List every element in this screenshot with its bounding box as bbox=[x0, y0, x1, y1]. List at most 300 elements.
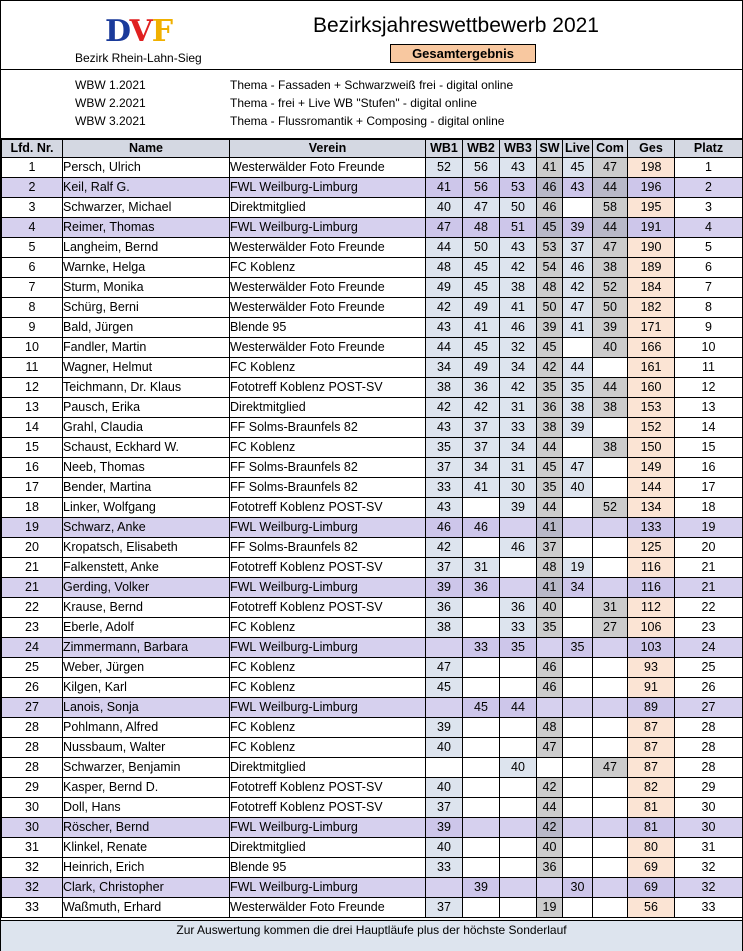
cell-live: 37 bbox=[563, 238, 593, 258]
cell-nr: 28 bbox=[2, 758, 63, 778]
cell-wb3 bbox=[500, 658, 537, 678]
cell-wb1: 44 bbox=[426, 338, 463, 358]
table-row bbox=[2, 398, 743, 418]
cell-com bbox=[593, 778, 628, 798]
table-row bbox=[2, 778, 743, 798]
cell-nr: 13 bbox=[2, 398, 63, 418]
page-title: Bezirksjahreswettbewerb 2021 bbox=[313, 14, 599, 37]
cell-wb2 bbox=[463, 738, 500, 758]
cell-name: Reimer, Thomas bbox=[63, 218, 230, 238]
cell-wb2: 47 bbox=[463, 198, 500, 218]
cell-ges: 150 bbox=[628, 438, 675, 458]
cell-wb1: 48 bbox=[426, 258, 463, 278]
cell-nr: 21 bbox=[2, 578, 63, 598]
cell-sw: 39 bbox=[537, 318, 563, 338]
cell-live: 47 bbox=[563, 298, 593, 318]
table-row bbox=[2, 458, 743, 478]
cell-live: 39 bbox=[563, 218, 593, 238]
cell-sw: 44 bbox=[537, 798, 563, 818]
cell-wb1: 49 bbox=[426, 278, 463, 298]
cell-name: Klinkel, Renate bbox=[63, 838, 230, 858]
cell-name: Pausch, Erika bbox=[63, 398, 230, 418]
cell-name: Warnke, Helga bbox=[63, 258, 230, 278]
cell-ges: 91 bbox=[628, 678, 675, 698]
theme-row bbox=[1, 114, 742, 132]
cell-platz: 30 bbox=[675, 798, 743, 818]
cell-wb3 bbox=[500, 878, 537, 898]
header bbox=[1, 1, 742, 70]
cell-verein: FWL Weilburg-Limburg bbox=[230, 218, 426, 238]
theme-row bbox=[1, 78, 742, 96]
cell-ges: 106 bbox=[628, 618, 675, 638]
cell-ges: 87 bbox=[628, 718, 675, 738]
cell-com bbox=[593, 538, 628, 558]
cell-ges: 87 bbox=[628, 738, 675, 758]
cell-verein: Blende 95 bbox=[230, 858, 426, 878]
cell-com bbox=[593, 898, 628, 918]
table-row bbox=[2, 798, 743, 818]
col-header-name: Name bbox=[63, 140, 230, 158]
cell-live bbox=[563, 698, 593, 718]
cell-wb2: 36 bbox=[463, 578, 500, 598]
col-header-com: Com bbox=[593, 140, 628, 158]
cell-ges: 153 bbox=[628, 398, 675, 418]
cell-verein: Direktmitglied bbox=[230, 398, 426, 418]
cell-live: 41 bbox=[563, 318, 593, 338]
cell-wb2: 42 bbox=[463, 398, 500, 418]
cell-live: 34 bbox=[563, 578, 593, 598]
table-row bbox=[2, 258, 743, 278]
cell-name: Langheim, Bernd bbox=[63, 238, 230, 258]
cell-name: Sturm, Monika bbox=[63, 278, 230, 298]
cell-sw: 35 bbox=[537, 378, 563, 398]
table-row bbox=[2, 478, 743, 498]
cell-name: Teichmann, Dr. Klaus bbox=[63, 378, 230, 398]
table-row bbox=[2, 658, 743, 678]
cell-wb3: 50 bbox=[500, 198, 537, 218]
cell-nr: 10 bbox=[2, 338, 63, 358]
table-row bbox=[2, 378, 743, 398]
cell-name: Pohlmann, Alfred bbox=[63, 718, 230, 738]
cell-ges: 160 bbox=[628, 378, 675, 398]
cell-platz: 30 bbox=[675, 818, 743, 838]
cell-live bbox=[563, 438, 593, 458]
cell-wb3: 42 bbox=[500, 378, 537, 398]
cell-ges: 144 bbox=[628, 478, 675, 498]
cell-verein: FF Solms-Braunfels 82 bbox=[230, 538, 426, 558]
cell-ges: 184 bbox=[628, 278, 675, 298]
cell-com: 39 bbox=[593, 318, 628, 338]
cell-nr: 1 bbox=[2, 158, 63, 178]
col-header-verein: Verein bbox=[230, 140, 426, 158]
cell-wb2: 37 bbox=[463, 438, 500, 458]
table-row bbox=[2, 158, 743, 178]
cell-verein: FC Koblenz bbox=[230, 618, 426, 638]
cell-wb1: 34 bbox=[426, 358, 463, 378]
cell-name: Linker, Wolfgang bbox=[63, 498, 230, 518]
cell-sw: 38 bbox=[537, 418, 563, 438]
cell-com: 38 bbox=[593, 438, 628, 458]
table-row bbox=[2, 638, 743, 658]
cell-sw: 48 bbox=[537, 278, 563, 298]
cell-ges: 152 bbox=[628, 418, 675, 438]
cell-nr: 29 bbox=[2, 778, 63, 798]
cell-platz: 22 bbox=[675, 598, 743, 618]
cell-sw: 36 bbox=[537, 398, 563, 418]
cell-live: 19 bbox=[563, 558, 593, 578]
cell-wb3: 53 bbox=[500, 178, 537, 198]
cell-live: 44 bbox=[563, 358, 593, 378]
cell-name: Bender, Martina bbox=[63, 478, 230, 498]
cell-live bbox=[563, 518, 593, 538]
cell-com bbox=[593, 678, 628, 698]
subtitle-badge: Gesamtergebnis bbox=[390, 44, 536, 63]
cell-wb1: 39 bbox=[426, 578, 463, 598]
cell-ges: 116 bbox=[628, 578, 675, 598]
cell-com: 31 bbox=[593, 598, 628, 618]
cell-com: 47 bbox=[593, 158, 628, 178]
cell-live bbox=[563, 778, 593, 798]
cell-verein: Westerwälder Foto Freunde bbox=[230, 338, 426, 358]
cell-ges: 190 bbox=[628, 238, 675, 258]
cell-nr: 24 bbox=[2, 638, 63, 658]
cell-verein: FWL Weilburg-Limburg bbox=[230, 518, 426, 538]
cell-nr: 19 bbox=[2, 518, 63, 538]
table-row bbox=[2, 318, 743, 338]
cell-nr: 7 bbox=[2, 278, 63, 298]
cell-ges: 81 bbox=[628, 818, 675, 838]
cell-sw: 46 bbox=[537, 178, 563, 198]
cell-com bbox=[593, 558, 628, 578]
cell-platz: 17 bbox=[675, 478, 743, 498]
cell-wb2: 31 bbox=[463, 558, 500, 578]
cell-wb2 bbox=[463, 598, 500, 618]
cell-live: 47 bbox=[563, 458, 593, 478]
cell-wb1: 47 bbox=[426, 218, 463, 238]
cell-live: 30 bbox=[563, 878, 593, 898]
col-header-nr: Lfd. Nr. bbox=[2, 140, 63, 158]
cell-com: 47 bbox=[593, 758, 628, 778]
cell-live bbox=[563, 758, 593, 778]
cell-wb3: 51 bbox=[500, 218, 537, 238]
cell-name: Krause, Bernd bbox=[63, 598, 230, 618]
cell-platz: 11 bbox=[675, 358, 743, 378]
cell-wb2 bbox=[463, 838, 500, 858]
cell-nr: 20 bbox=[2, 538, 63, 558]
cell-wb3: 32 bbox=[500, 338, 537, 358]
cell-sw: 46 bbox=[537, 678, 563, 698]
cell-ges: 171 bbox=[628, 318, 675, 338]
cell-name: Bald, Jürgen bbox=[63, 318, 230, 338]
cell-name: Zimmermann, Barbara bbox=[63, 638, 230, 658]
cell-platz: 26 bbox=[675, 678, 743, 698]
cell-platz: 5 bbox=[675, 238, 743, 258]
cell-ges: 116 bbox=[628, 558, 675, 578]
cell-nr: 17 bbox=[2, 478, 63, 498]
cell-sw: 45 bbox=[537, 338, 563, 358]
cell-wb2: 45 bbox=[463, 338, 500, 358]
cell-nr: 12 bbox=[2, 378, 63, 398]
cell-ges: 191 bbox=[628, 218, 675, 238]
cell-wb3: 44 bbox=[500, 698, 537, 718]
cell-wb3: 31 bbox=[500, 398, 537, 418]
cell-com bbox=[593, 658, 628, 678]
table-row bbox=[2, 178, 743, 198]
cell-ges: 182 bbox=[628, 298, 675, 318]
cell-wb3 bbox=[500, 518, 537, 538]
table-row bbox=[2, 218, 743, 238]
cell-sw bbox=[537, 698, 563, 718]
cell-verein: Fototreff Koblenz POST-SV bbox=[230, 378, 426, 398]
cell-sw: 41 bbox=[537, 578, 563, 598]
cell-wb3: 38 bbox=[500, 278, 537, 298]
cell-verein: FC Koblenz bbox=[230, 438, 426, 458]
col-header-wb2: WB2 bbox=[463, 140, 500, 158]
cell-nr: 6 bbox=[2, 258, 63, 278]
cell-nr: 22 bbox=[2, 598, 63, 618]
cell-wb3 bbox=[500, 898, 537, 918]
cell-verein: FF Solms-Braunfels 82 bbox=[230, 418, 426, 438]
cell-ges: 80 bbox=[628, 838, 675, 858]
cell-nr: 14 bbox=[2, 418, 63, 438]
cell-ges: 196 bbox=[628, 178, 675, 198]
table-row bbox=[2, 678, 743, 698]
footer-note: Zur Auswertung kommen die drei Hauptläufe plus der höchste Sonderlauf bbox=[1, 920, 742, 951]
table-row bbox=[2, 578, 743, 598]
cell-nr: 15 bbox=[2, 438, 63, 458]
cell-platz: 25 bbox=[675, 658, 743, 678]
cell-com: 38 bbox=[593, 258, 628, 278]
cell-wb2: 37 bbox=[463, 418, 500, 438]
cell-nr: 2 bbox=[2, 178, 63, 198]
cell-ges: 93 bbox=[628, 658, 675, 678]
cell-verein: Westerwälder Foto Freunde bbox=[230, 278, 426, 298]
cell-wb1: 46 bbox=[426, 518, 463, 538]
cell-wb1: 35 bbox=[426, 438, 463, 458]
cell-wb1: 40 bbox=[426, 198, 463, 218]
cell-verein: Direktmitglied bbox=[230, 758, 426, 778]
cell-com bbox=[593, 418, 628, 438]
theme-wbw: WBW 2.2021 bbox=[75, 96, 146, 110]
cell-wb1: 40 bbox=[426, 838, 463, 858]
cell-sw: 37 bbox=[537, 538, 563, 558]
cell-wb1: 37 bbox=[426, 558, 463, 578]
cell-platz: 21 bbox=[675, 558, 743, 578]
cell-verein: FWL Weilburg-Limburg bbox=[230, 638, 426, 658]
cell-ges: 81 bbox=[628, 798, 675, 818]
cell-nr: 8 bbox=[2, 298, 63, 318]
cell-wb3 bbox=[500, 778, 537, 798]
cell-wb2: 36 bbox=[463, 378, 500, 398]
cell-name: Röscher, Bernd bbox=[63, 818, 230, 838]
cell-verein: Direktmitglied bbox=[230, 838, 426, 858]
cell-platz: 3 bbox=[675, 198, 743, 218]
cell-wb2: 50 bbox=[463, 238, 500, 258]
cell-wb3 bbox=[500, 578, 537, 598]
cell-wb2: 39 bbox=[463, 878, 500, 898]
cell-wb3 bbox=[500, 718, 537, 738]
cell-wb2 bbox=[463, 658, 500, 678]
cell-platz: 14 bbox=[675, 418, 743, 438]
cell-sw: 46 bbox=[537, 198, 563, 218]
cell-verein: FWL Weilburg-Limburg bbox=[230, 578, 426, 598]
cell-sw: 53 bbox=[537, 238, 563, 258]
table-row bbox=[2, 358, 743, 378]
cell-sw bbox=[537, 878, 563, 898]
cell-name: Fandler, Martin bbox=[63, 338, 230, 358]
cell-nr: 33 bbox=[2, 898, 63, 918]
cell-name: Kropatsch, Elisabeth bbox=[63, 538, 230, 558]
cell-wb3 bbox=[500, 678, 537, 698]
cell-com: 44 bbox=[593, 218, 628, 238]
cell-wb2: 45 bbox=[463, 698, 500, 718]
cell-com bbox=[593, 738, 628, 758]
cell-verein: Westerwälder Foto Freunde bbox=[230, 158, 426, 178]
cell-wb1: 42 bbox=[426, 398, 463, 418]
cell-wb2 bbox=[463, 538, 500, 558]
cell-live bbox=[563, 898, 593, 918]
cell-wb1: 43 bbox=[426, 418, 463, 438]
cell-com: 44 bbox=[593, 178, 628, 198]
cell-live bbox=[563, 818, 593, 838]
cell-wb3: 43 bbox=[500, 238, 537, 258]
cell-platz: 21 bbox=[675, 578, 743, 598]
cell-nr: 9 bbox=[2, 318, 63, 338]
cell-wb1: 40 bbox=[426, 778, 463, 798]
cell-ges: 82 bbox=[628, 778, 675, 798]
cell-ges: 133 bbox=[628, 518, 675, 538]
cell-wb2: 48 bbox=[463, 218, 500, 238]
table-row bbox=[2, 498, 743, 518]
cell-com bbox=[593, 798, 628, 818]
cell-com bbox=[593, 478, 628, 498]
table-row bbox=[2, 538, 743, 558]
results-body bbox=[2, 158, 743, 918]
cell-live: 45 bbox=[563, 158, 593, 178]
cell-name: Keil, Ralf G. bbox=[63, 178, 230, 198]
table-row bbox=[2, 698, 743, 718]
cell-wb1: 42 bbox=[426, 538, 463, 558]
cell-wb2 bbox=[463, 678, 500, 698]
cell-verein: FC Koblenz bbox=[230, 658, 426, 678]
table-row bbox=[2, 298, 743, 318]
cell-com: 38 bbox=[593, 398, 628, 418]
cell-live: 40 bbox=[563, 478, 593, 498]
cell-nr: 32 bbox=[2, 858, 63, 878]
cell-verein: FWL Weilburg-Limburg bbox=[230, 818, 426, 838]
cell-platz: 31 bbox=[675, 838, 743, 858]
results-table bbox=[1, 139, 743, 918]
cell-name: Gerding, Volker bbox=[63, 578, 230, 598]
cell-nr: 3 bbox=[2, 198, 63, 218]
cell-live bbox=[563, 338, 593, 358]
cell-wb2 bbox=[463, 778, 500, 798]
cell-platz: 18 bbox=[675, 498, 743, 518]
cell-platz: 8 bbox=[675, 298, 743, 318]
cell-nr: 30 bbox=[2, 818, 63, 838]
cell-sw: 35 bbox=[537, 618, 563, 638]
cell-ges: 149 bbox=[628, 458, 675, 478]
table-row bbox=[2, 718, 743, 738]
cell-wb2: 49 bbox=[463, 298, 500, 318]
table-row bbox=[2, 858, 743, 878]
cell-platz: 4 bbox=[675, 218, 743, 238]
cell-live bbox=[563, 498, 593, 518]
cell-wb2 bbox=[463, 618, 500, 638]
cell-wb1: 40 bbox=[426, 738, 463, 758]
cell-verein: Westerwälder Foto Freunde bbox=[230, 298, 426, 318]
theme-row bbox=[1, 96, 742, 114]
cell-wb2: 49 bbox=[463, 358, 500, 378]
cell-ges: 161 bbox=[628, 358, 675, 378]
table-row bbox=[2, 278, 743, 298]
cell-platz: 32 bbox=[675, 858, 743, 878]
cell-platz: 23 bbox=[675, 618, 743, 638]
cell-com: 40 bbox=[593, 338, 628, 358]
cell-wb2: 45 bbox=[463, 278, 500, 298]
cell-platz: 29 bbox=[675, 778, 743, 798]
cell-verein: FC Koblenz bbox=[230, 678, 426, 698]
theme-list bbox=[1, 70, 742, 139]
cell-com bbox=[593, 638, 628, 658]
cell-platz: 16 bbox=[675, 458, 743, 478]
cell-wb3: 42 bbox=[500, 258, 537, 278]
cell-wb2: 34 bbox=[463, 458, 500, 478]
theme-wbw: WBW 1.2021 bbox=[75, 78, 146, 92]
cell-name: Weber, Jürgen bbox=[63, 658, 230, 678]
cell-wb2: 33 bbox=[463, 638, 500, 658]
cell-wb1: 39 bbox=[426, 718, 463, 738]
cell-wb3 bbox=[500, 818, 537, 838]
cell-wb3 bbox=[500, 858, 537, 878]
dvf-logo: DVF bbox=[105, 14, 173, 49]
table-row bbox=[2, 838, 743, 858]
cell-sw: 42 bbox=[537, 818, 563, 838]
theme-text: Thema - Fassaden + Schwarzweiß frei - digital online bbox=[230, 78, 514, 92]
cell-platz: 15 bbox=[675, 438, 743, 458]
cell-wb2: 41 bbox=[463, 478, 500, 498]
cell-platz: 10 bbox=[675, 338, 743, 358]
cell-wb2 bbox=[463, 758, 500, 778]
cell-ges: 56 bbox=[628, 898, 675, 918]
cell-wb2 bbox=[463, 898, 500, 918]
cell-ges: 103 bbox=[628, 638, 675, 658]
cell-wb3: 33 bbox=[500, 618, 537, 638]
cell-ges: 87 bbox=[628, 758, 675, 778]
cell-verein: Direktmitglied bbox=[230, 198, 426, 218]
cell-nr: 4 bbox=[2, 218, 63, 238]
cell-com: 27 bbox=[593, 618, 628, 638]
col-header-wb3: WB3 bbox=[500, 140, 537, 158]
cell-verein: Blende 95 bbox=[230, 318, 426, 338]
cell-live bbox=[563, 618, 593, 638]
cell-sw: 54 bbox=[537, 258, 563, 278]
cell-wb1: 47 bbox=[426, 658, 463, 678]
col-header-live: Live bbox=[563, 140, 593, 158]
cell-com: 52 bbox=[593, 498, 628, 518]
cell-verein: FF Solms-Braunfels 82 bbox=[230, 458, 426, 478]
cell-com bbox=[593, 838, 628, 858]
table-row bbox=[2, 618, 743, 638]
cell-live bbox=[563, 798, 593, 818]
cell-wb2 bbox=[463, 798, 500, 818]
cell-nr: 30 bbox=[2, 798, 63, 818]
cell-wb1: 37 bbox=[426, 798, 463, 818]
cell-com: 58 bbox=[593, 198, 628, 218]
cell-platz: 28 bbox=[675, 718, 743, 738]
col-header-sw: SW bbox=[537, 140, 563, 158]
cell-platz: 13 bbox=[675, 398, 743, 418]
